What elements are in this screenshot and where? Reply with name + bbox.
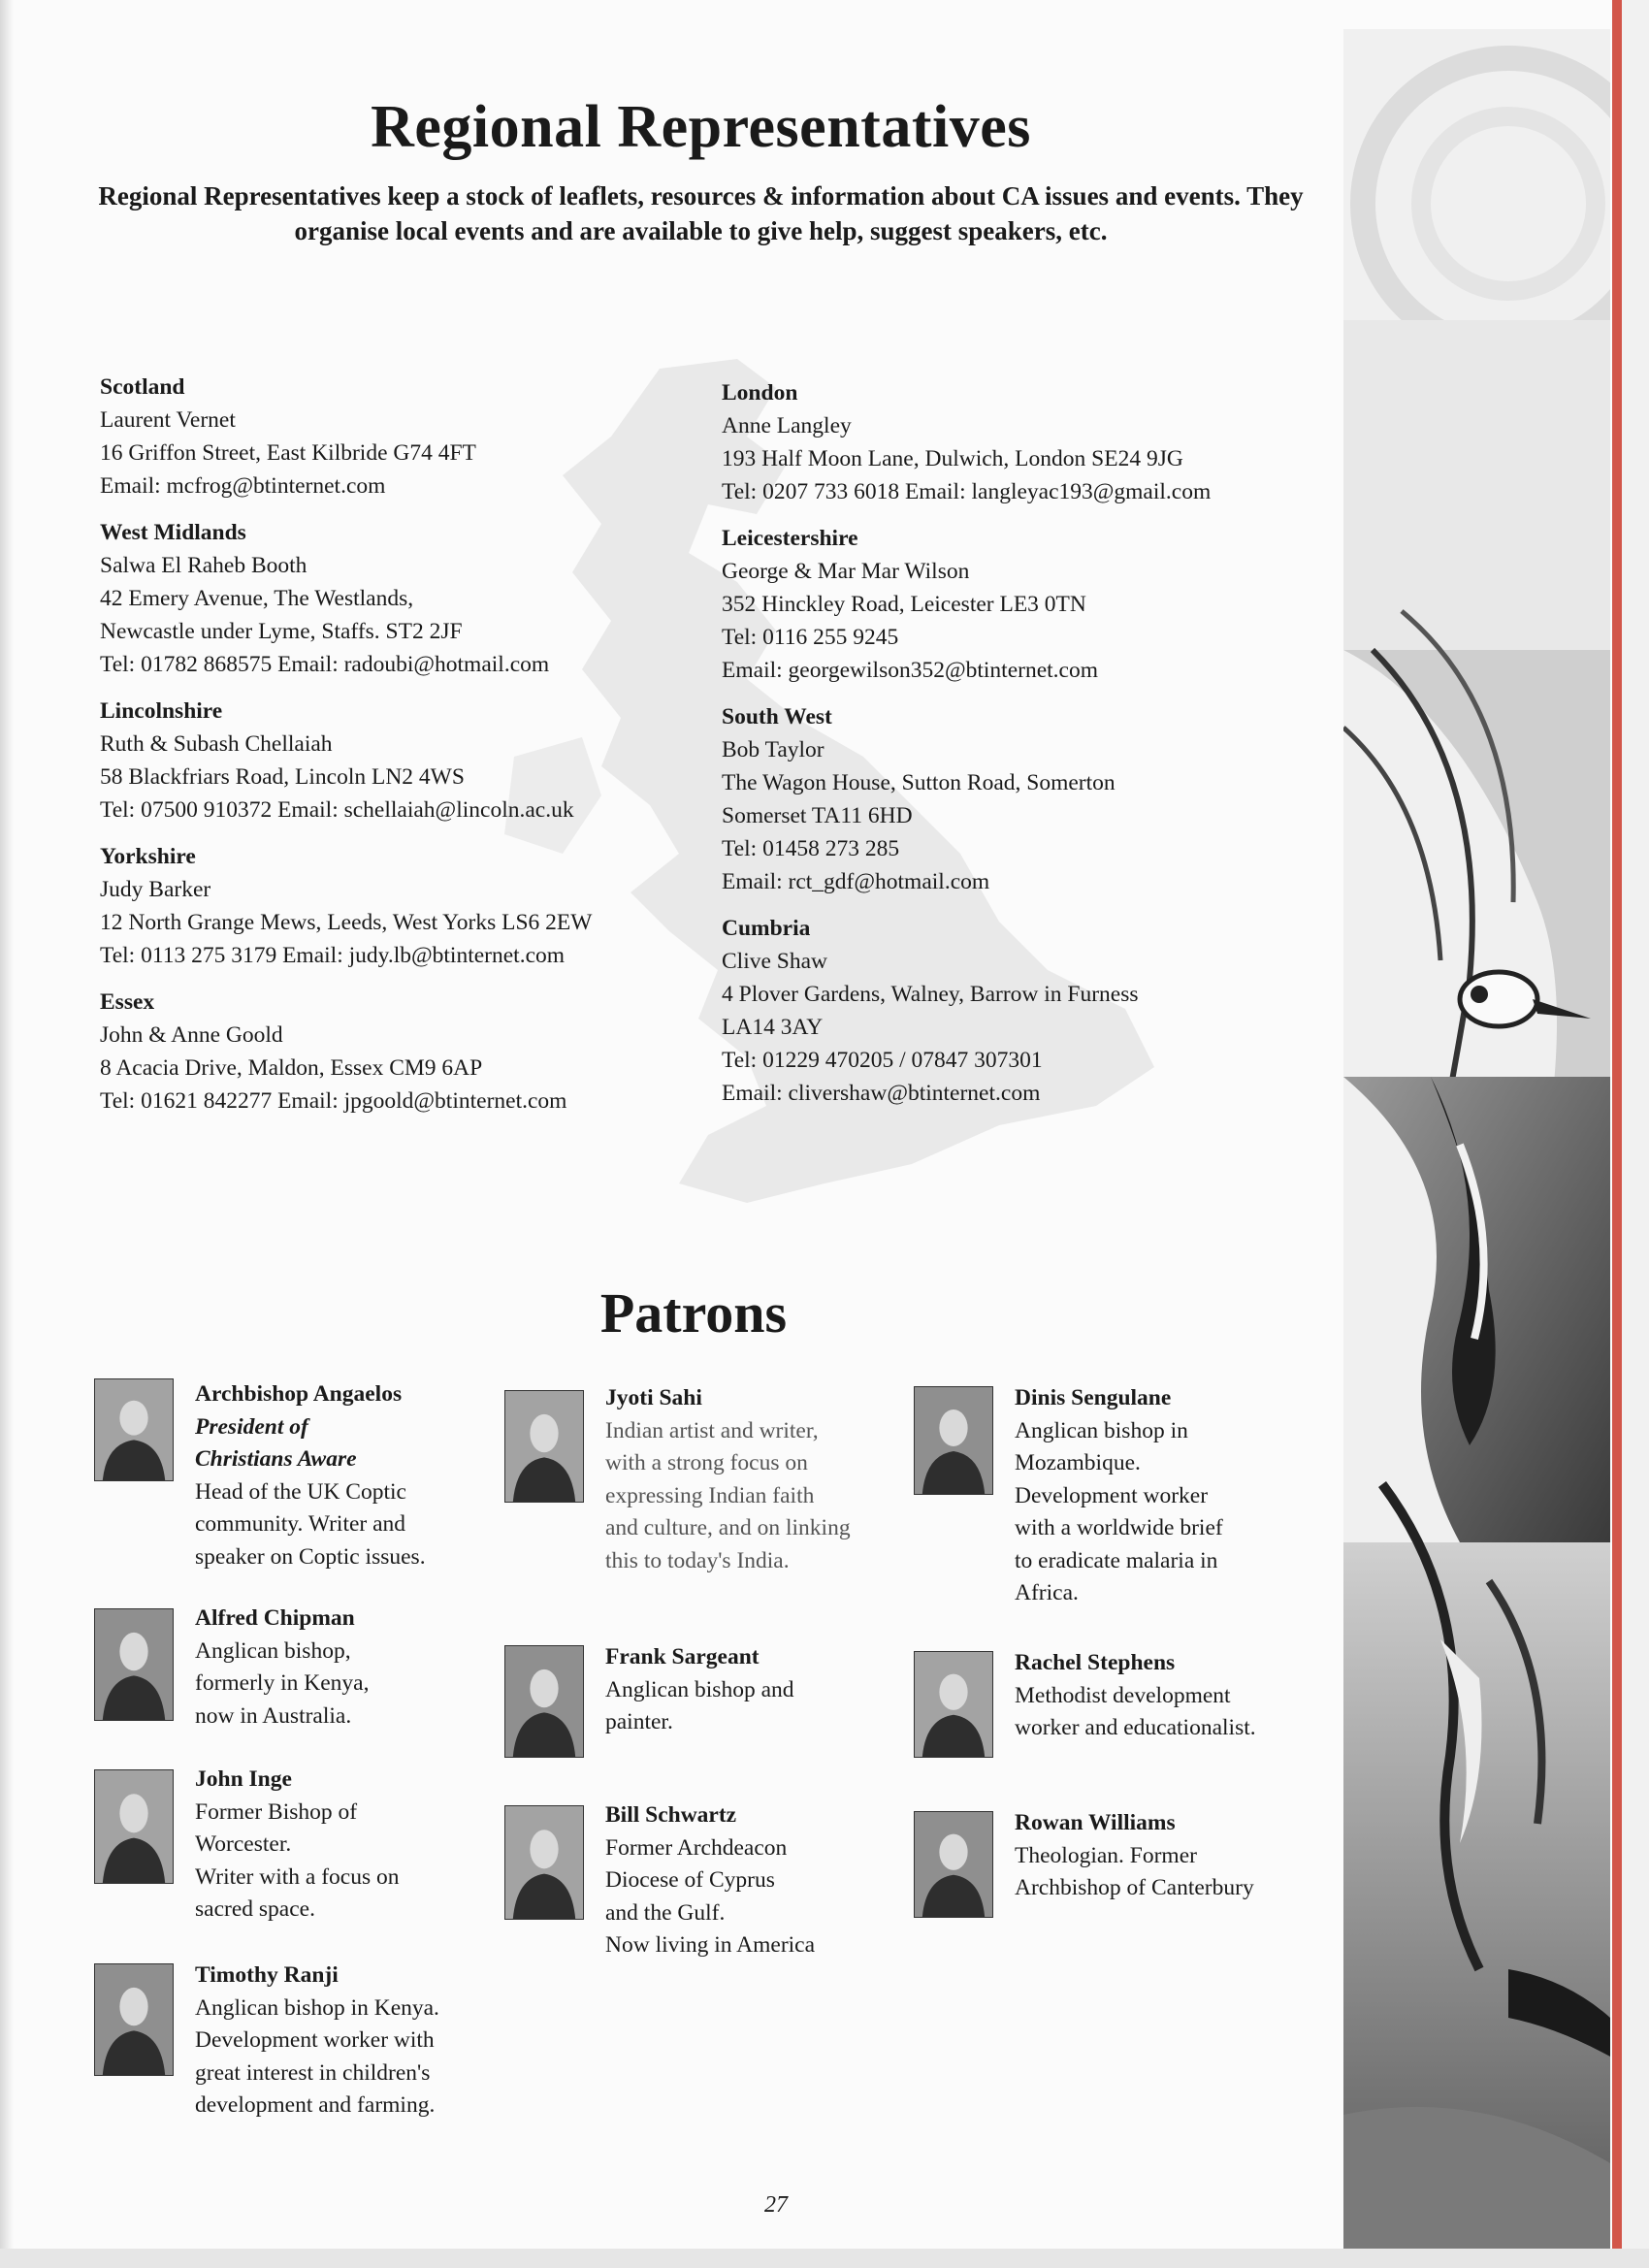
patron-description-line: Africa. bbox=[1015, 1580, 1079, 1605]
rep-cumbria bbox=[722, 912, 1304, 1110]
patron-text bbox=[1015, 1807, 1306, 1905]
patron-description-line: to eradicate malaria in bbox=[1015, 1547, 1218, 1573]
patron-photo bbox=[94, 1769, 174, 1884]
rep-region: Essex bbox=[100, 989, 155, 1015]
patron-description-line: painter. bbox=[605, 1709, 673, 1734]
patron-name: Rachel Stephens bbox=[1015, 1650, 1176, 1675]
rep-line: 352 Hinckley Road, Leicester LE3 0TN bbox=[722, 592, 1086, 617]
rep-south-west bbox=[722, 700, 1304, 898]
patron-description-line: Former Archdeacon bbox=[605, 1834, 788, 1861]
patron-description-line: this to today's India. bbox=[605, 1547, 790, 1573]
decorative-bird-artwork bbox=[1343, 29, 1610, 2251]
patron-description-line: development and farming. bbox=[195, 2092, 436, 2118]
rep-west-midlands bbox=[100, 516, 721, 681]
rep-line: Tel: 01229 470205 / 07847 307301 bbox=[722, 1048, 1043, 1073]
patron-rowan-williams bbox=[914, 1807, 1321, 2030]
rep-scotland bbox=[100, 371, 721, 502]
patron-name: Archbishop Angaelos bbox=[195, 1381, 403, 1407]
rep-line: Email: mcfrog@btinternet.com bbox=[100, 473, 386, 499]
patron-description-line: and the Gulf. bbox=[605, 1899, 726, 1926]
rep-region: Leicestershire bbox=[722, 526, 858, 551]
rep-region: Cumbria bbox=[722, 916, 811, 941]
patron-description-line: formerly in Kenya, bbox=[195, 1670, 370, 1696]
patron-text bbox=[195, 1603, 486, 1733]
patron-description-line: Indian artist and writer, bbox=[605, 1417, 819, 1443]
page-number: 27 bbox=[764, 2192, 788, 2218]
patron-description-line: Theologian. Former bbox=[1015, 1842, 1197, 1868]
representatives-right-column bbox=[722, 376, 1304, 1123]
patron-archbishop-angaelos bbox=[94, 1378, 501, 1602]
patron-timothy-ranji bbox=[94, 1960, 501, 2183]
patron-description-line: Former Bishop of bbox=[195, 1798, 358, 1825]
rep-line: George & Mar Mar Wilson bbox=[722, 559, 970, 584]
patron-description-line: great interest in children's bbox=[195, 2059, 431, 2086]
rep-region: London bbox=[722, 380, 798, 405]
patron-name: Alfred Chipman bbox=[195, 1605, 355, 1631]
patron-text bbox=[1015, 1382, 1306, 1610]
rep-line: Clive Shaw bbox=[722, 949, 828, 974]
rep-line: Somerset TA11 6HD bbox=[722, 803, 913, 828]
rep-line: Tel: 01621 842277 Email: jpgoold@btinternet.com bbox=[100, 1088, 567, 1114]
patron-description-line: now in Australia. bbox=[195, 1702, 352, 1729]
rep-london bbox=[722, 376, 1304, 508]
patron-photo bbox=[914, 1386, 993, 1495]
rep-line: 16 Griffon Street, East Kilbride G74 4FT bbox=[100, 440, 476, 466]
rep-region: South West bbox=[722, 704, 832, 729]
patron-photo bbox=[914, 1811, 993, 1918]
rep-line: Anne Langley bbox=[722, 413, 852, 438]
patron-description-line: Head of the UK Coptic bbox=[195, 1478, 406, 1505]
patron-photo bbox=[914, 1651, 993, 1758]
patrons-heading: Patrons bbox=[599, 1281, 788, 1345]
patron-description-line: expressing Indian faith bbox=[605, 1482, 815, 1508]
intro-text: Regional Representatives keep a stock of leaflets, resources & information about CA issues and events. They organise local events and are available to give help, suggest speakers, etc. bbox=[98, 181, 1304, 245]
patron-jyoti-sahi bbox=[504, 1382, 912, 1605]
patron-description-line: Development worker with bbox=[195, 2027, 435, 2053]
rep-line: Tel: 01782 868575 Email: radoubi@hotmail.com bbox=[100, 652, 550, 677]
rep-line: Tel: 0207 733 6018 Email: langleyac193@gmail.com bbox=[722, 479, 1212, 504]
rep-line: 8 Acacia Drive, Maldon, Essex CM9 6AP bbox=[100, 1055, 483, 1081]
representatives-left-column bbox=[100, 371, 721, 1131]
patron-description-line: Archbishop of Canterbury bbox=[1015, 1875, 1254, 1900]
rep-region: West Midlands bbox=[100, 520, 246, 545]
patron-photo bbox=[504, 1805, 584, 1920]
patron-text bbox=[605, 1799, 896, 1962]
rep-line: 193 Half Moon Lane, Dulwich, London SE24 9JG bbox=[722, 446, 1183, 471]
patron-description-line: with a worldwide brief bbox=[1015, 1515, 1223, 1540]
rep-line: Newcastle under Lyme, Staffs. ST2 2JF bbox=[100, 619, 463, 644]
patron-description-line: speaker on Coptic issues. bbox=[195, 1543, 426, 1570]
patron-name: Rowan Williams bbox=[1015, 1810, 1176, 1835]
rep-line: Salwa El Raheb Booth bbox=[100, 553, 307, 578]
rep-region: Lincolnshire bbox=[100, 698, 223, 724]
patron-name: Bill Schwartz bbox=[605, 1802, 737, 1828]
patron-text bbox=[605, 1641, 896, 1739]
patron-description-line: sacred space. bbox=[195, 1896, 315, 1922]
rep-line: Tel: 07500 910372 Email: schellaiah@lincoln.ac.uk bbox=[100, 797, 574, 823]
rep-line: Tel: 0113 275 3179 Email: judy.lb@btinternet.com bbox=[100, 943, 566, 968]
patron-description-line: with a strong focus on bbox=[605, 1450, 808, 1475]
patron-name: John Inge bbox=[195, 1766, 292, 1792]
patron-photo bbox=[94, 1963, 174, 2076]
rep-line: Ruth & Subash Chellaiah bbox=[100, 731, 333, 757]
patron-description-line: Mozambique. bbox=[1015, 1450, 1141, 1475]
patron-bill-schwartz bbox=[504, 1799, 912, 2023]
rep-line: Bob Taylor bbox=[722, 737, 824, 762]
rep-region: Yorkshire bbox=[100, 844, 196, 869]
patron-john-inge bbox=[94, 1764, 501, 1987]
patron-text bbox=[195, 1764, 486, 1927]
page-shadow bbox=[0, 0, 14, 2268]
patron-dinis-sengulane bbox=[914, 1382, 1321, 1605]
rep-line: Tel: 01458 273 285 bbox=[722, 836, 900, 861]
patron-text bbox=[1015, 1647, 1306, 1745]
patron-description-line: community. Writer and bbox=[195, 1511, 406, 1537]
patron-description-line: Anglican bishop, bbox=[195, 1637, 351, 1664]
rep-line: John & Anne Goold bbox=[100, 1022, 283, 1048]
rep-essex bbox=[100, 986, 721, 1118]
patron-description-line: Now living in America bbox=[605, 1932, 816, 1958]
rep-line: Judy Barker bbox=[100, 877, 211, 902]
patron-photo bbox=[94, 1608, 174, 1721]
patron-description-line: Anglican bishop in bbox=[1015, 1417, 1188, 1443]
patron-photo bbox=[504, 1645, 584, 1758]
patron-description-line: Methodist development bbox=[1015, 1682, 1231, 1708]
patron-name: Dinis Sengulane bbox=[1015, 1385, 1172, 1410]
patron-photo bbox=[504, 1390, 584, 1503]
patron-description-line: worker and educationalist. bbox=[1015, 1715, 1256, 1740]
rep-line: Email: georgewilson352@btinternet.com bbox=[722, 658, 1098, 683]
page-edge-bottom bbox=[0, 2249, 1649, 2268]
patron-description-line: and culture, and on linking bbox=[605, 1515, 851, 1540]
rep-line: 58 Blackfriars Road, Lincoln LN2 4WS bbox=[100, 764, 465, 790]
rep-line: Laurent Vernet bbox=[100, 407, 236, 433]
patron-photo bbox=[94, 1378, 174, 1481]
page-edge-outer bbox=[1622, 0, 1649, 2268]
rep-yorkshire bbox=[100, 840, 721, 972]
patron-description-line: Anglican bishop and bbox=[605, 1676, 794, 1702]
patron-role-title: President of bbox=[195, 1413, 308, 1440]
patron-description-line: Anglican bishop in Kenya. bbox=[195, 1994, 439, 2021]
patron-description-line: Diocese of Cyprus bbox=[605, 1867, 775, 1893]
rep-line: 42 Emery Avenue, The Westlands, bbox=[100, 586, 414, 611]
rep-line: Email: rct_gdf@hotmail.com bbox=[722, 869, 990, 894]
rep-leicestershire bbox=[722, 522, 1304, 687]
rep-line: 4 Plover Gardens, Walney, Barrow in Furness bbox=[722, 982, 1139, 1007]
patron-role-title: Christians Aware bbox=[195, 1446, 357, 1472]
patron-name: Jyoti Sahi bbox=[605, 1385, 702, 1410]
patron-description-line: Writer with a focus on bbox=[195, 1863, 400, 1890]
page-edge-red bbox=[1612, 0, 1622, 2268]
patron-description-line: Worcester. bbox=[195, 1831, 292, 1857]
patron-name: Timothy Ranji bbox=[195, 1962, 339, 1988]
rep-line: Tel: 0116 255 9245 bbox=[722, 625, 899, 650]
rep-line: 12 North Grange Mews, Leeds, West Yorks LS6 2EW bbox=[100, 910, 593, 935]
patron-text bbox=[195, 1960, 486, 2122]
rep-lincolnshire bbox=[100, 695, 721, 826]
rep-line: Email: clivershaw@btinternet.com bbox=[722, 1081, 1041, 1106]
patron-name: Frank Sargeant bbox=[605, 1644, 760, 1669]
rep-line: The Wagon House, Sutton Road, Somerton bbox=[722, 770, 1116, 795]
rep-region: Scotland bbox=[100, 374, 185, 400]
page-title: Regional Representatives bbox=[371, 94, 1031, 160]
patron-text bbox=[605, 1382, 896, 1577]
rep-line: LA14 3AY bbox=[722, 1015, 824, 1040]
patron-description-line: Development worker bbox=[1015, 1482, 1209, 1508]
patron-text bbox=[195, 1378, 486, 1573]
